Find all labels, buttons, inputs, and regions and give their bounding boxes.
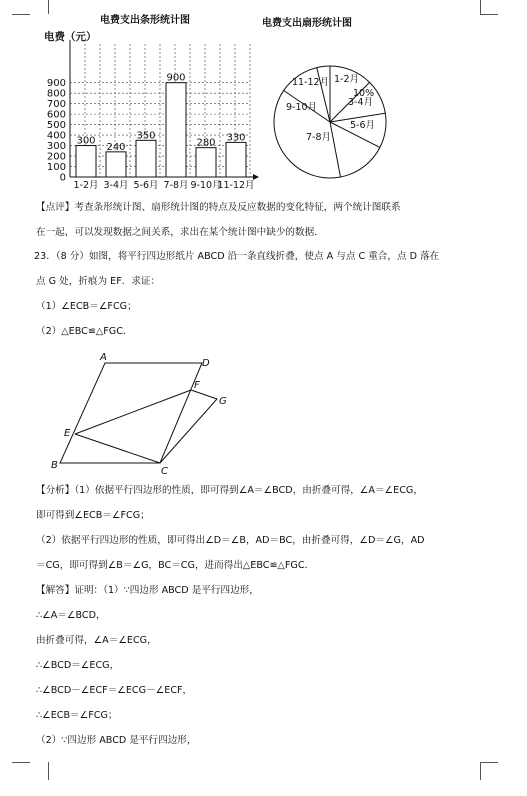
bar-value-label: 280 [196, 137, 216, 149]
segment-ec [75, 434, 160, 463]
pie-chart-title: 电费支出扇形统计图 [262, 18, 352, 29]
bar [226, 142, 246, 177]
pie-slice-label: 7-8月 [306, 132, 332, 143]
point-label-b: B [51, 460, 58, 471]
bar-y-tick-label: 900 [46, 78, 66, 90]
solution-line-1: 【解答】证明：（1）∵四边形 ABCD 是平行四边形， [36, 585, 259, 596]
point-label-c: C [161, 466, 168, 475]
bar-value-label: 300 [76, 135, 96, 147]
solution-line-6: ∴∠ECB＝∠FCG； [36, 710, 118, 721]
crop-mark-bottom-right-h [480, 762, 498, 763]
bar-y-tick-label: 100 [46, 162, 66, 174]
bar-category-label: 9-10月 [190, 180, 222, 191]
crop-mark-bottom-left [30, 762, 49, 780]
bar [196, 148, 216, 177]
question-23-part-1: （1）∠ECB＝∠FCG； [36, 301, 137, 312]
crop-mark-top-left [30, 0, 49, 14]
bar [76, 146, 96, 177]
bar [136, 140, 156, 177]
question-23-part-2: （2）△EBC≌△FGC． [36, 326, 133, 337]
bar-category-label: 11-12月 [217, 180, 255, 191]
parallelogram-fold-figure [40, 350, 240, 475]
point-label-f: F [194, 380, 200, 391]
bar-y-tick-label: 400 [46, 130, 66, 142]
pie-chart [272, 60, 392, 190]
bar-chart [30, 40, 270, 195]
bar-category-label: 7-8月 [163, 180, 189, 191]
bar-category-label: 3-4月 [103, 180, 129, 191]
bar-y-tick-label: 600 [46, 109, 66, 121]
crop-mark-top-right [480, 0, 499, 14]
comment-line-1: 【点评】考查条形统计图、扇形统计图的特点及反应数据的变化特征，两个统计图联系 [36, 202, 401, 213]
question-23-line-2: 点 G 处，折痕为 EF．求证： [36, 276, 161, 287]
solution-line-4: ∴∠BCD＝∠ECG， [36, 660, 120, 671]
point-label-g: G [219, 396, 227, 407]
bar-y-tick-label: 800 [46, 88, 66, 100]
bar-chart-title: 电费支出条形统计图 [100, 15, 190, 26]
analysis-line-3: （2）依据平行四边形的性质，即可得出∠D＝∠B，AD＝BC，由折叠可得，∠D＝∠G，AD [36, 535, 425, 546]
bar-value-label: 240 [106, 141, 126, 153]
pie-slice-label: 9-10月 [286, 102, 318, 113]
bar-y-tick-label: 500 [46, 120, 66, 132]
pie-slice-label: 3-4月 [348, 97, 374, 108]
bar [106, 152, 126, 177]
bar-y-tick-label: 300 [46, 141, 66, 153]
crop-mark-top-left-h [12, 14, 30, 15]
solution-line-2: ∴∠A＝∠BCD， [36, 610, 106, 621]
bar-y-tick-label: 700 [46, 99, 66, 111]
solution-line-7: （2）∵四边形 ABCD 是平行四边形， [36, 735, 197, 746]
folded-segment-fgc [160, 390, 217, 463]
bar [166, 83, 186, 177]
analysis-line-4: ＝CG，即可得到∠B＝∠G，BC＝CG，进而得出△EBC≌△FGC． [36, 560, 315, 571]
pie-slice-label: 1-2月 [334, 74, 360, 85]
bar-category-label: 1-2月 [73, 180, 99, 191]
pie-slice-label: 5-6月 [350, 120, 376, 131]
bar-value-label: 900 [166, 72, 186, 84]
pie-slice-label: 10% [353, 88, 375, 99]
question-23-line-1: 23．（8 分）如图，将平行四边形纸片 ABCD 沿一条直线折叠，使点 A 与点 C 重合，点 D 落在 [34, 251, 440, 262]
bar-category-label: 5-6月 [133, 180, 159, 191]
solution-line-3: 由折叠可得，∠A＝∠ECG， [36, 635, 157, 646]
crop-mark-bottom-right [480, 762, 499, 780]
comment-line-2: 在一起，可以发现数据之间关系，求出在某个统计图中缺少的数据． [36, 227, 324, 238]
point-label-e: E [64, 428, 71, 439]
bar-y-tick-label: 0 [59, 172, 66, 184]
bar-value-label: 350 [136, 130, 156, 142]
point-label-d: D [202, 358, 210, 369]
point-label-a: A [100, 352, 107, 363]
bar-chart-ylabel: 电费（元） [44, 31, 97, 43]
bar-y-tick-label: 200 [46, 151, 66, 163]
analysis-line-2: 即可得到∠ECB＝∠FCG； [36, 510, 150, 521]
crop-mark-bottom-left-h [12, 762, 30, 763]
crop-mark-top-right-h [480, 14, 498, 15]
pie-slice-label: 11-12月 [292, 77, 330, 88]
solution-line-5: ∴∠BCD－∠ECF＝∠ECG－∠ECF， [36, 685, 193, 696]
fold-line-ef [75, 390, 191, 434]
analysis-line-1: 【分析】（1）依据平行四边形的性质，即可得到∠A＝∠BCD，由折叠可得，∠A＝∠ECG， [36, 485, 423, 496]
bar-value-label: 330 [226, 132, 246, 144]
